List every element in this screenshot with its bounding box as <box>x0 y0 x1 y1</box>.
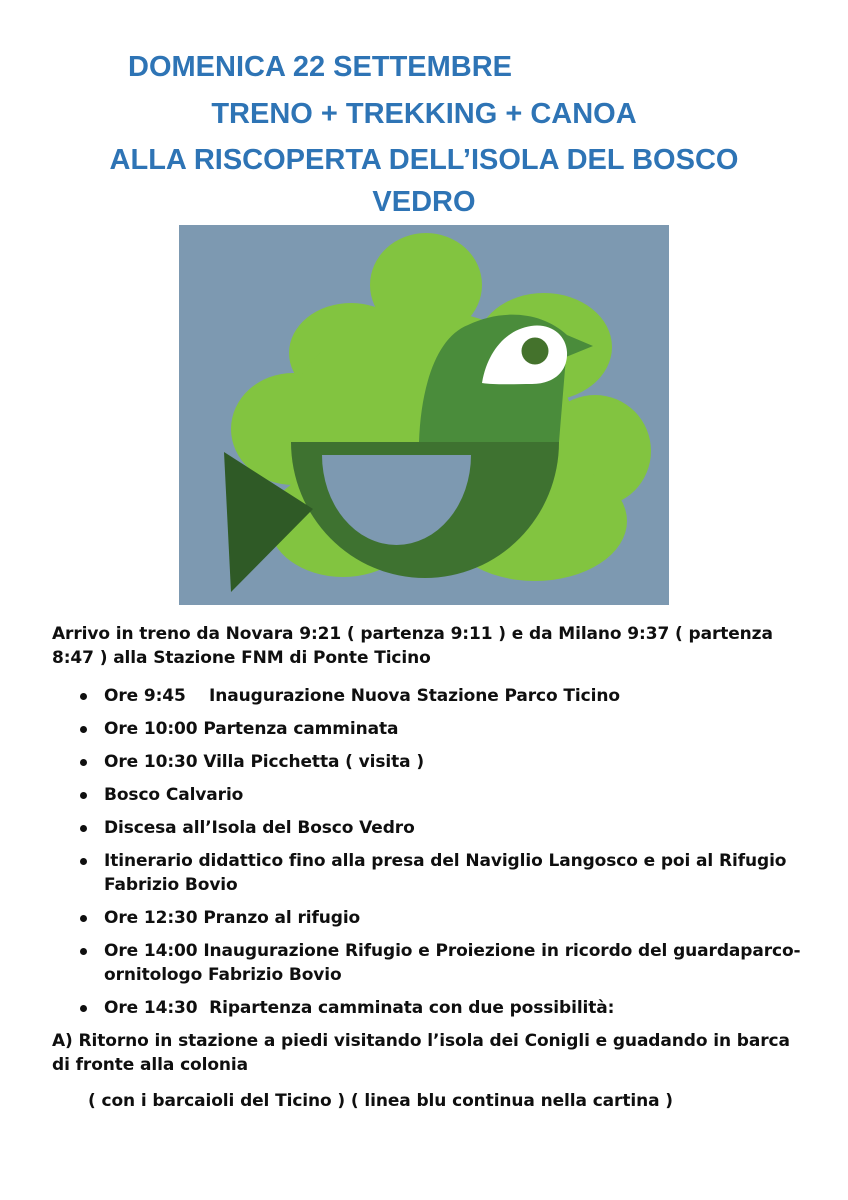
bullet-dot <box>80 858 87 865</box>
schedule-item-text: Itinerario didattico fino alla presa del Naviglio Langosco e poi al Rifugio Fabrizio Bovio <box>104 851 793 895</box>
list-item <box>104 939 848 987</box>
arrival-info-paragraph: Arrivo in treno da Novara 9:21 ( partenza 9:11 ) e da Milano 9:37 ( partenza 8:47 ) alla Stazione FNM di Ponte Ticino <box>52 624 779 668</box>
bird-pupil <box>522 338 549 365</box>
page-title-main: ALLA RISCOPERTA DELL’ISOLA DEL BOSCO VEDRO <box>109 144 747 218</box>
list-item <box>104 750 848 774</box>
schedule-item-text: Ore 12:30 Pranzo al rifugio <box>104 908 361 928</box>
page-title-date: DOMENICA 22 SETTEMBRE <box>128 51 513 83</box>
list-item <box>104 783 848 807</box>
schedule-list <box>104 684 848 1020</box>
schedule-item-text: Ore 9:45 Inaugurazione Nuova Stazione Parco Ticino <box>104 686 620 706</box>
list-item <box>104 684 848 708</box>
bullet-dot <box>80 1005 87 1012</box>
bullet-dot <box>80 948 87 955</box>
bullet-dot <box>80 726 87 733</box>
bullet-dot <box>80 759 87 766</box>
schedule-item-text: Discesa all’Isola del Bosco Vedro <box>104 818 415 838</box>
list-item <box>104 717 848 741</box>
bullet-dot <box>80 792 87 799</box>
schedule-item-text: Ore 10:30 Villa Picchetta ( visita ) <box>104 752 424 772</box>
list-item <box>104 996 848 1020</box>
option-a-note: ( con i barcaioli del Ticino ) ( linea blu continua nella cartina ) <box>88 1091 673 1111</box>
schedule-item-text: Ore 10:00 Partenza camminata <box>104 719 399 739</box>
bullet-dot <box>80 825 87 832</box>
page-title-activities: TRENO + TREKKING + CANOA <box>211 98 637 130</box>
bullet-dot <box>80 693 87 700</box>
option-a-paragraph: A) Ritorno in stazione a piedi visitando l’isola dei Conigli e guadando in barca di fronte alla colonia <box>52 1031 796 1075</box>
bullet-dot <box>80 915 87 922</box>
list-item <box>104 906 848 930</box>
schedule-item-text: Ore 14:30 Ripartenza camminata con due possibilità: <box>104 998 615 1018</box>
list-item <box>104 849 848 897</box>
event-logo-image <box>179 225 669 605</box>
bird-on-leaf-logo-icon <box>179 225 669 605</box>
schedule-item-text: Ore 14:00 Inaugurazione Rifugio e Proiezione in ricordo del guardaparco-ornitologo Fabrizio Bovio <box>104 941 801 985</box>
list-item <box>104 816 848 840</box>
schedule-item-text: Bosco Calvario <box>104 785 244 805</box>
